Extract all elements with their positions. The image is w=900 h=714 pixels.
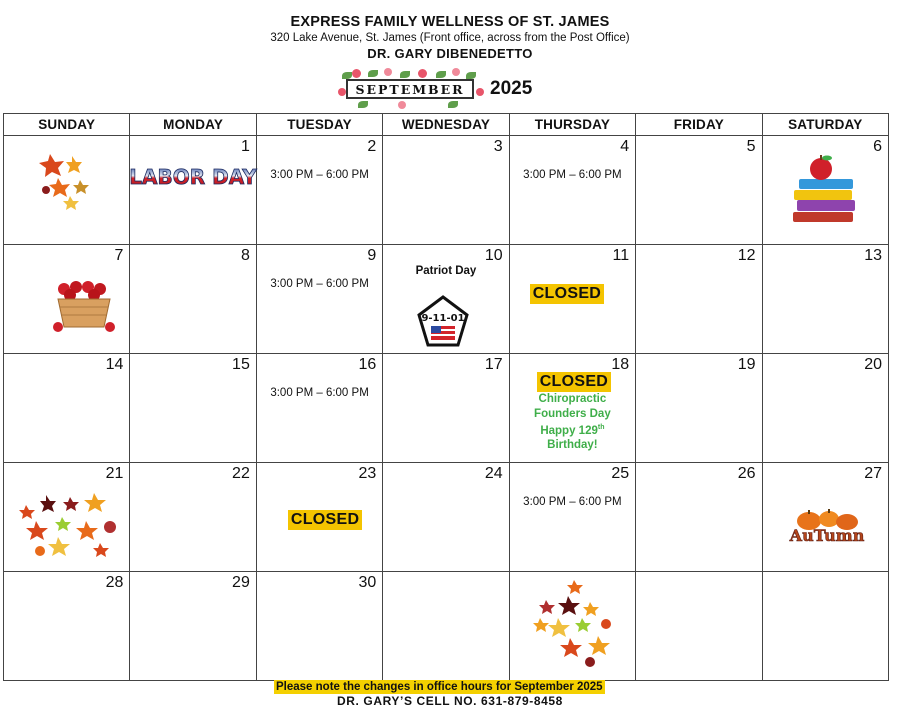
day-cell (256, 463, 382, 572)
nine-eleven-memorial-icon (417, 295, 469, 349)
week-row (4, 463, 889, 572)
practice-address: 320 Lake Avenue, St. James (Front office, across from the Post Office) (270, 32, 630, 44)
day-number: 15 (232, 356, 250, 373)
day-cell (4, 463, 130, 572)
flower-decoration (338, 88, 346, 96)
autumn-leaves-icon (16, 491, 120, 563)
chiro-line: Founders Day (534, 407, 611, 420)
day-number: 16 (358, 356, 377, 373)
doctor-cell-number: DR. GARY’S CELL NO. 631-879-8458 (337, 694, 563, 708)
office-hours: 3:00 PM – 6:00 PM (270, 387, 369, 399)
day-cell (383, 245, 509, 354)
flower-decoration (452, 68, 460, 76)
apple-basket-icon (52, 281, 116, 339)
day-number: 18 (611, 356, 630, 373)
day-number: 27 (864, 465, 882, 482)
chiro-line: Chiropractic (538, 393, 607, 405)
day-cell (383, 463, 509, 572)
day-number: 22 (232, 465, 250, 482)
day-number: 25 (611, 465, 630, 482)
day-number: 6 (873, 138, 882, 155)
weekday-header-row (4, 114, 889, 136)
patriot-day-label: Patriot Day (415, 265, 477, 277)
day-number: 5 (746, 138, 756, 155)
day-cell (130, 136, 256, 245)
chiro-line (510, 421, 635, 438)
flower-decoration (384, 68, 392, 76)
day-cell (383, 136, 509, 245)
day-number: 24 (484, 465, 503, 482)
day-cell (256, 245, 382, 354)
leaf-decoration (448, 101, 458, 108)
calendar-grid (3, 113, 889, 681)
day-number: 19 (737, 356, 756, 373)
hours-change-notice: Please note the changes in office hours for September 2025 (276, 681, 603, 693)
day-cell (762, 354, 888, 463)
day-cell (509, 354, 635, 463)
day-cell-empty (636, 572, 762, 681)
flower-decoration (418, 69, 427, 78)
apple-books-icon (791, 154, 861, 226)
day-number: 14 (105, 356, 124, 373)
day-cell (762, 463, 888, 572)
day-cell (4, 354, 130, 463)
leaf-decoration (358, 101, 368, 108)
flower-decoration (398, 101, 406, 109)
day-cell-empty (4, 136, 130, 245)
day-number: 11 (612, 247, 630, 264)
day-cell (636, 245, 762, 354)
year-label: 2025 (490, 78, 533, 99)
week-row (4, 354, 889, 463)
day-cell (762, 136, 888, 245)
day-cell-empty (383, 572, 509, 681)
day-cell (636, 354, 762, 463)
day-number: 8 (240, 247, 250, 264)
weekday-tuesday: TUESDAY (256, 114, 382, 136)
weekday-wednesday: WEDNESDAY (383, 114, 509, 136)
day-cell (130, 463, 256, 572)
day-number: 4 (620, 138, 630, 155)
day-cell (256, 354, 382, 463)
day-cell-empty (762, 572, 888, 681)
day-cell (636, 463, 762, 572)
day-cell (509, 463, 635, 572)
leaf-decoration (400, 71, 410, 78)
svg-text:9-11-01: 9-11-01 (421, 313, 465, 324)
leaf-decoration (368, 70, 378, 77)
autumn-leaves-icon (526, 578, 618, 670)
day-cell (130, 354, 256, 463)
day-cell (130, 245, 256, 354)
week-row (4, 245, 889, 354)
office-hours: 3:00 PM – 6:00 PM (523, 496, 622, 508)
chiro-superscript: th (597, 424, 605, 431)
office-hours: 3:00 PM – 6:00 PM (270, 169, 369, 181)
weekday-saturday: SATURDAY (762, 114, 888, 136)
labor-day-flag-icon (129, 162, 258, 192)
week-row (4, 572, 889, 681)
chiropractic-founders-day-note (510, 392, 635, 453)
day-number: 7 (114, 247, 124, 264)
day-number: 21 (105, 465, 124, 482)
office-hours: 3:00 PM – 6:00 PM (523, 169, 622, 181)
day-cell (383, 354, 509, 463)
closed-badge: CLOSED (530, 284, 604, 304)
day-number: 17 (484, 356, 503, 373)
day-number: 29 (232, 574, 250, 591)
flower-decoration (352, 69, 361, 78)
day-cell (762, 245, 888, 354)
day-number: 13 (864, 247, 882, 264)
autumn-leaves-icon (36, 152, 96, 212)
weekday-thursday: THURSDAY (509, 114, 635, 136)
weekday-sunday: SUNDAY (4, 114, 130, 136)
day-cell (256, 136, 382, 245)
day-number: 28 (105, 574, 124, 591)
day-number: 12 (737, 247, 756, 264)
doctor-name: DR. GARY DIBENEDETTO (367, 46, 533, 61)
day-cell (4, 572, 130, 681)
day-number: 30 (358, 574, 377, 591)
day-cell (509, 136, 635, 245)
weekday-monday: MONDAY (130, 114, 256, 136)
day-cell (256, 572, 382, 681)
leaf-decoration (342, 72, 352, 79)
day-cell (4, 245, 130, 354)
day-number: 2 (367, 138, 377, 155)
day-number: 23 (358, 465, 377, 482)
day-cell (636, 136, 762, 245)
day-number: 1 (240, 138, 250, 155)
day-cell (130, 572, 256, 681)
flower-decoration (476, 88, 484, 96)
month-label: SEPTEMBER (346, 79, 474, 99)
day-number: 26 (737, 465, 756, 482)
day-number: 10 (484, 247, 503, 264)
day-number: 3 (493, 138, 503, 155)
svg-text:LABOR DAY: LABOR DAY (129, 165, 258, 189)
day-number: 20 (864, 356, 882, 373)
month-banner (338, 66, 484, 110)
leaf-decoration (436, 71, 446, 78)
office-hours: 3:00 PM – 6:00 PM (270, 278, 369, 290)
day-cell-empty (509, 572, 635, 681)
chiro-line: Birthday! (547, 439, 598, 452)
practice-name: EXPRESS FAMILY WELLNESS OF ST. JAMES (290, 14, 610, 30)
leaf-decoration (466, 72, 476, 79)
day-number: 9 (367, 247, 377, 264)
closed-badge: CLOSED (537, 372, 611, 392)
week-row (4, 136, 889, 245)
closed-badge: CLOSED (288, 510, 362, 530)
day-cell (509, 245, 635, 354)
chiro-text: Happy 129 (540, 424, 598, 437)
weekday-friday: FRIDAY (636, 114, 762, 136)
svg-text:AuTumn: AuTumn (789, 526, 864, 545)
autumn-pumpkins-icon (779, 507, 875, 549)
